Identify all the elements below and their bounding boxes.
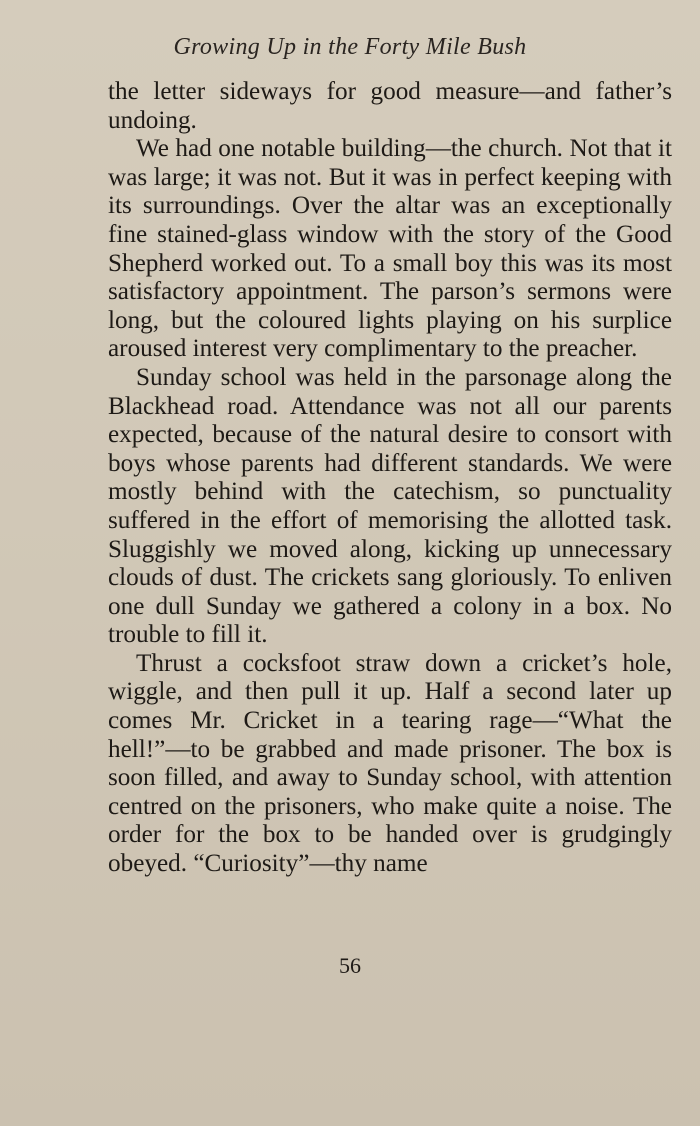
- paragraph-church: We had one notable building—the church. Not that it was large; it was not. But it was in perfect keeping with its surroundings. Over the altar was an exceptionally fine stained-glass window with the story of the Good Shepherd worked out. To a small boy this was its most satisfactory appointment. The parson’s sermons were long, but the coloured lights playing on his surplice aroused interest very complimentary to the preacher.: [108, 135, 672, 363]
- running-header: Growing Up in the Forty Mile Bush: [173, 34, 527, 60]
- paragraph-sunday-school: Sunday school was held in the parsonage along the Blackhead road. Attendance was not all our parents expected, because of the natural desire to consort with boys whose parents had different standards. We were mostly behind with the catechism, so punctuality suffered in the effort of memorising the allotted task. Sluggishly we moved along, kicking up unnecessary clouds of dust. The crickets sang gloriously. To enliven one dull Sunday we gathered a colony in a box. No trouble to fill it.: [108, 363, 672, 649]
- paragraph-crickets: Thrust a cocksfoot straw down a cricket’s hole, wiggle, and then pull it up. Half a second later up comes Mr. Cricket in a tearing rage—“What the hell!”—to be grabbed and made prisoner. The box is soon filled, and away to Sunday school, with attention centred on the prisoners, who make quite a noise. The order for the box to be handed over is grudgingly obeyed. “Curiosity”—thy name: [108, 649, 672, 878]
- paragraph-continuation: the letter sideways for good measure—and father’s undoing.: [108, 78, 672, 134]
- body-text: [108, 78, 672, 879]
- page-number: 56: [339, 953, 361, 978]
